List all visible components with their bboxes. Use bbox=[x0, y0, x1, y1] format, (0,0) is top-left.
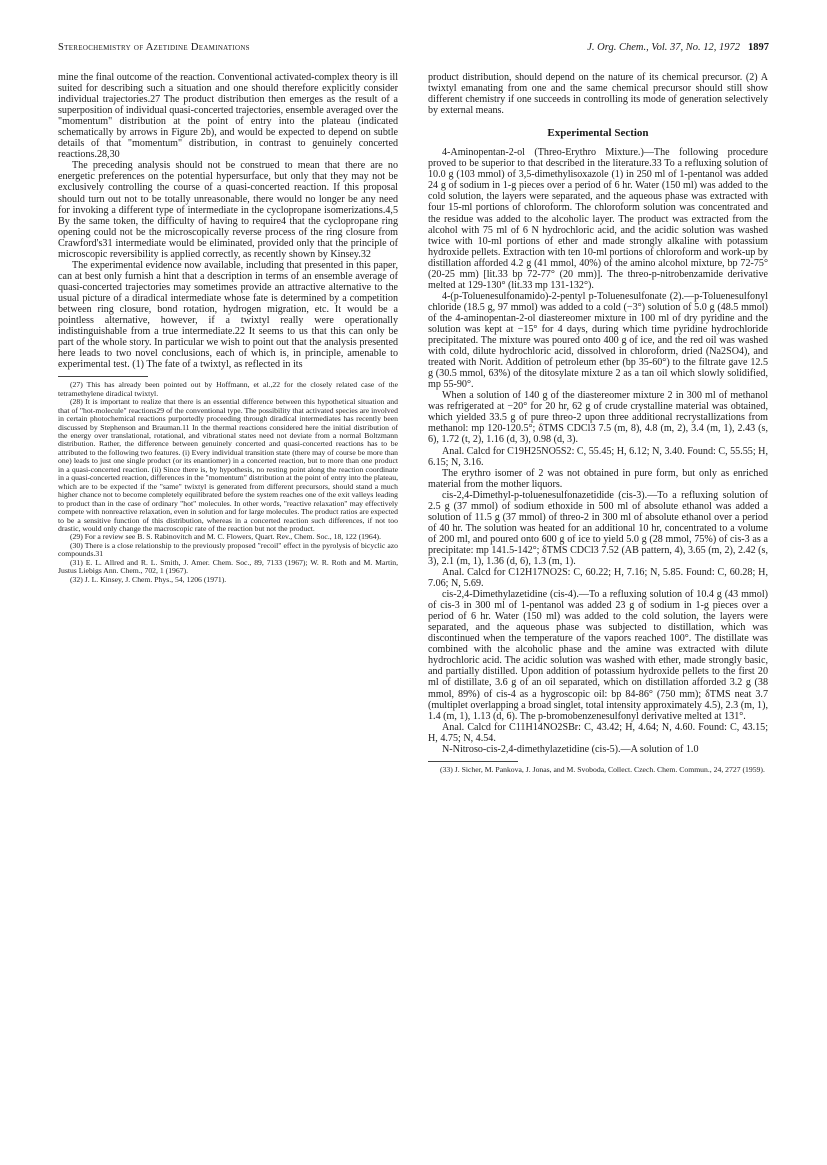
journal-name: J. Org. Chem., Vol. 37, No. 12, 1972 bbox=[587, 42, 740, 53]
footnote-divider bbox=[58, 376, 148, 377]
footnote: (33) J. Sicher, M. Pankova, J. Jonas, and M. Svoboda, Collect. Czech. Chem. Commun., 24, 2727 (1959). bbox=[440, 764, 765, 774]
body-paragraph: The experimental evidence now available, including that presented in this paper, can at best only furnish a hint that a description in terms of an ensemble average of quasi-concerted trajectories may sometimes provide an attractive alternative to the usual picture of a diradical intermediate whose fate is determined by a competition between ring closure, bond rotation, hydrogen migration, etc. It would be a pointless alternative, however, if a twixtyl really were operationally indistinguishable from a true intermediate.22 It seems to us that this can only be part of the whole story. In particular we wish to point out that the analysis presented here leads to two novel conclusions, each of which is, in principle, amenable to experimental test. (1) The fate of a twixtyl, as reflected in its bbox=[58, 259, 398, 371]
footnote: (30) There is a close relationship to the previously proposed "recoil" effect in the pyrolysis of bicyclic azo compounds.31 bbox=[58, 540, 398, 559]
page-number: 1897 bbox=[748, 42, 769, 53]
experimental-paragraph: 4-Aminopentan-2-ol (Threo-Erythro Mixture.)—The following procedure proved to be superior to that described in the literature.33 To a refluxing solution of 10.0 g (103 mmol) of 3,5-dimethylisoxazole (1) in 250 ml of 1-pentanol was added 24 g of sodium in 1-g pieces over a period of 6 hr. Water (150 ml) was added to the cold solution, the layers were separated, and the aqueous phase was extracted with four 15-ml portions of chloroform. The chloroform solution was concentrated and the residue was added to the alcoholic layer. The product was extracted from the alcohol with 75 ml of 6 N hydrochloric acid, and the acidic solution was washed twice with 10-ml portions of ether and made strongly alkaline with potassium hydroxide pellets. Extraction with ten 10-ml portions of chloroform and work-up by distillation afforded 4.2 g (41 mmol, 40%) of the amino alcohol mixture, bp 72-75° (20-25 mm) [lit.33 bp 72-77° (20 mm)]. The threo-p-nitrobenzamide derivative melted at 129-130° (lit.33 mp 131-132°). bbox=[428, 147, 768, 291]
body-paragraph: The preceding analysis should not be construed to mean that there are no energetic preferences on the potential hypersurface, but only that they may not be exclusively controlling the course of a quasi-concerted reaction. If this proposal should turn out not to be totally unreasonable, there would no longer be any need for invoking a different type of intermediate in the cyclopropane isomerizations.4,5 By the same token, the difficulty of having to require4 that the cyclopropane ring opening could not be the microscopically reverse process of the ring closure from Crawford's31 intermediate would be eliminated, provided only that the principle of microscopic reversibility is applied correctly, as recently shown by Kinsey.32 bbox=[58, 160, 398, 260]
experimental-paragraph: cis-2,4-Dimethylazetidine (cis-4).—To a refluxing solution of 10.4 g (43 mmol) of cis-3 in 300 ml of 1-pentanol was added 23 g of sodium in 1-g pieces over a period of 6 hr. Water (150 ml) was added to the cold solution, the layers were separated, and the aqueous phase was subjected to distillation, which was discontinued when the temperature of the vapors reached 100°. The distillate was combined with the alcoholic phase and the amine was extracted with dilute hydrochloric acid. The acidic solution was washed with ether, made strongly basic, and partially distilled. Upon addition of potassium hydroxide pellets to the first 20 ml of distillate, 3.6 g of an oil separated, which on distillation afforded 3.2 g (38 mmol, 89%) of cis-4 as a hygroscopic oil: bp 84-86° (750 mm); δTMS neat 3.7 (multiplet overlapping a broad singlet, total intensity approximately 4.5), 2.3 (m, 1), 1.4 (m, 1), 1.13 (d, 6). The p-bromobenzenesulfonyl derivative melted at 131°. bbox=[428, 589, 768, 722]
experimental-paragraph: 4-(p-Toluenesulfonamido)-2-pentyl p-Toluenesulfonate (2).—p-Toluenesulfonyl chloride (18.5 g, 97 mmol) was added to a cold (−3°) solution of 5.0 g (48.5 mmol) of the 4-aminopentan-2-ol diastereomer mixture in 100 ml of dry pyridine and the solution was kept at −15° for 4 days, during which time pyridine hydrochloride precipitated. The mixture was poured onto 400 g of ice, and the red oil was washed with cold, dilute hydrochloric acid, dissolved in chloroform, dried (Na2SO4), and treated with Norit. Addition of petroleum ether (bp 35-60°) to the filtrate gave 12.5 g (30.5 mmol, 63%) of the ditosylate mixture 2 as a tan oil which slowly solidified, mp 55-90°. bbox=[428, 290, 768, 391]
analysis-paragraph: Anal. Calcd for C19H25NO5S2: C, 55.45; H, 6.12; N, 3.40. Found: C, 55.55; H, 6.15; N, 3.16. bbox=[428, 445, 768, 468]
footnote: (32) J. L. Kinsey, J. Chem. Phys., 54, 1206 (1971). bbox=[70, 574, 227, 584]
experimental-paragraph: cis-2,4-Dimethyl-p-toluenesulfonazetidide (cis-3).—To a refluxing solution of 2.5 g (37 mmol) of sodium ethoxide in 500 ml of absolute ethanol was added a solution of 11.5 g (37 mmol) of threo-2 in 300 ml of absolute ethanol over a period of 40 hr. The solution was heated for an additional 10 hr, concentrated to a volume of 200 ml, and poured onto 600 g of ice to yield 5.0 g (28 mmol, 75%) of cis-3 as a precipitate: mp 141.5-142°; δTMS CDCl3 7.52 (AB pattern, 4), 3.65 (m, 2), 2.42 (s, 3), 2.1 (m, 1), 1.36 (d, 6), 1.3 (m, 1). bbox=[428, 489, 768, 567]
footnote: (29) For a review see B. S. Rabinovitch and M. C. Flowers, Quart. Rev., Chem. Soc., 18, 122 (1964). bbox=[70, 532, 382, 542]
analysis-paragraph: Anal. Calcd for C11H14NO2SBr: C, 43.42; H, 4.64; N, 4.60. Found: C, 43.15; H, 4.75; N, 4.54. bbox=[428, 721, 768, 744]
footnote: (27) This has already been pointed out by Hoffmann, et al.,22 for the closely related case of the tetramethylene diradical twixtyl. bbox=[58, 380, 398, 398]
footnote: (31) E. L. Allred and R. L. Smith, J. Amer. Chem. Soc., 89, 7133 (1967); W. R. Roth and M. Martin, Justus Liebigs Ann. Chem., 702, 1 (1967). bbox=[58, 557, 398, 576]
experimental-paragraph: When a solution of 140 g of the diastereomer mixture 2 in 300 ml of methanol was refrigerated at −20° for 20 hr, 62 g of crude crystalline material was obtained, which yielded 33.5 g of pure threo-2 upon three additional recrystallizations from methanol: mp 120-120.5°; δTMS CDCl3 7.5 (m, 8), 4.8 (m, 2), 3.4 (m, 1), 2.43 (s, 6), 1.72 (t, 2), 1.16 (d, 3), 0.98 (d, 3). bbox=[428, 390, 768, 446]
footnote-divider bbox=[428, 761, 518, 762]
page-header bbox=[58, 42, 769, 58]
running-title: Stereochemistry of Azetidine Deaminations bbox=[58, 42, 250, 53]
section-title: Experimental Section bbox=[547, 127, 649, 140]
journal-citation bbox=[587, 42, 769, 53]
footnote: (28) It is important to realize that there is an essential difference between this hypothetical situation and that of "hot-molecule" reactions29 of the conventional type. The possibility that activated species are involved in certain photochemical reactions purportedly proceeding through diradical intermediates has recently been discussed by Stephenson and Brauman.11 In the thermal reactions considered here the initial distribution of the energy over translational, rotational, and vibrational states need not deviate from a normal Boltzmann distribution. Rather, the difference between genuinely concerted and quasi-concerted reactions has to be attributed to the following two features. (i) Every individual transition state (there may of course be more than one) leads to just one single product (or its enantiomer) in a concerted reaction, but to more than one product in a quasi-concerted reaction. (ii) Since there is, by hypothesis, no resting point along the reaction coordinate in a quasi-concerted reaction, differences in the "momentum" distribution at the point of entry into the plateau, which are to be expected if the "same" twixtyl is generated from different precursors, should stand a much higher chance not to become completely equilibrated before the system reaches one of the exit valleys leading to product than in the case of ordinary "hot" molecules. In other words, "reactive relaxation" may effectively compete with nonreactive relaxation, even in solution and for large molecules. The product ratios are expected to be a sensitive function of this distribution, whereas in a concerted reaction such differences, if not too drastic, would only change the macroscopic rate of the reaction but not the product. bbox=[58, 397, 399, 533]
left-column bbox=[58, 72, 398, 584]
right-column bbox=[428, 72, 768, 774]
experimental-paragraph: N-Nitroso-cis-2,4-dimethylazetidine (cis-5).—A solution of 1.0 bbox=[442, 743, 699, 755]
analysis-paragraph: Anal. Calcd for C12H17NO2S: C, 60.22; H, 7.16; N, 5.85. Found: C, 60.28; H, 7.06; N, 5.69. bbox=[428, 567, 768, 590]
body-paragraph: product distribution, should depend on the nature of its chemical precursor. (2) A twixtyl emanating from one and the same chemical precursor should still show different chemistry if one succeeds in controlling its mode of generation selectively by external means. bbox=[428, 72, 768, 117]
body-paragraph: mine the final outcome of the reaction. Conventional activated-complex theory is ill suited for describing such a situation and one should therefore explicitly consider individual trajectories.27 The product distribution then emerges as the result of a superposition of individual quasi-concerted trajectories, ensemble averaged over the "momentum" distribution at the point of entry into the plateau (indicated schematically by arrows in Figure 2b), and would be expected to depend on subtle details of that "momentum" distribution, in contrast to genuinely concerted reactions.28,30 bbox=[58, 72, 398, 161]
experimental-paragraph: The erythro isomer of 2 was not obtained in pure form, but only as enriched material from the mother liquors. bbox=[428, 467, 768, 490]
